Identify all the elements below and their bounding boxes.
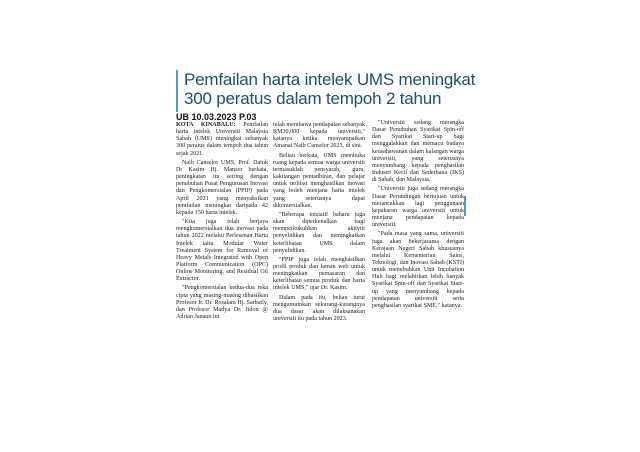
dateline: KOTA KINABALU: xyxy=(176,122,236,128)
news-clipping xyxy=(176,70,476,382)
paragraph xyxy=(176,122,268,158)
headline-line-2: 300 peratus dalam tempoh 2 tahun xyxy=(184,89,442,108)
paragraph: telah membawa pendapatan sebanyak RM30,000 kepada universiti," katanya ketika menyampaikan Amanat Naib Canselor 2023, di sini. xyxy=(273,122,365,150)
paragraph: "Kita juga telah berjaya mengkomersialkan dua inovasi pada tahun 2022 melalui Perlesenan Harta Intelek iaitu Modular Water Treatment System for Removal of Heavy Metals Integrated with Open Platform Communication (OPC) Online Monitoring, and Residual Oil Extractor. xyxy=(176,219,268,283)
source-citation: UB 10.03.2023 P.03 xyxy=(176,112,257,122)
paragraph: "Pengkomersialan kedua-dua reka cipta yang masing-masing dihasilkan Profesor Ir. Dr. Rosalam Hj. Sarbatly, dan Profesor Madya Dr. Jidon @ Adrian Janaun ini xyxy=(176,285,268,321)
article-column-3 xyxy=(372,120,464,312)
accent-bar xyxy=(464,196,466,216)
paragraph: "Universiti sedang merangka Dasar Penubuhan Syarikat Spin-off dan Syarikat Start-up bagi menggalakkan dan memacu budaya keusahawanan dalam kalangan warga universiti, yang seterusnya menyumbang kepada penghasilan Industri Kecil dan Sederhana (IKS) di Sabah, dan Malaysia. xyxy=(372,120,464,184)
paragraph: Beliau berkata, UMS membuka ruang kepada semua warga universiti termasuklah pensyarah, guru, kakitangan pentadbiran, dan pelajar untuk terlibat menghasilkan inovasi yang boleh menjana harta intelek yang seterusnya dapat dikomersialkan. xyxy=(273,152,365,209)
paragraph: Dalam pada itu, beliau turut mengumumkan sekurang-kurangnya dua dasar akan dilaksanakan universiti itu pada tahun 2023. xyxy=(273,294,365,323)
paragraph: "Pada masa yang sama, universiti juga akan bekerjasama dengan Kerajaan Negeri Sabah khususnya melalui Kementerian Sains, Teknologi, dan Inovasi Sabah (KSTI) untuk menubuhkan Unit Incubation Hub bagi melahirkan lebih banyak Syarikat Spin-off dan Syarikat Start-up yang menyumbang kepada pendapatan universiti serta penghasilan syarikat SME," katanya. xyxy=(372,231,464,309)
paragraph-text: Pemfailan harta intelek Universiti Malaysia Sabah (UMS) meningkat sebanyak 300 peratus dalam tempoh dua tahun sejak 2021. xyxy=(176,122,268,157)
paragraph: Naib Canselor UMS, Prof. Datuk Dr Kasim Hj. Mansor berkata, peningkatan itu seiring dengan penubuhan Pusat Pengurusan Inovasi dan Pengkomersialan (PPIP) pada April 2021 yang menyaksikan pemfailan meningkat daripada 42 kepada 150 harta intelek. xyxy=(176,159,268,216)
paragraph: "PPIP juga telah menghasilkan profil produk dan laman web untuk meningkatkan pemasaran dan keterlihatan semua produk dan harta intelek UMS," ujar Dr. Kasim. xyxy=(273,256,365,292)
article-column-2 xyxy=(273,122,365,325)
paragraph: "Universiti juga sedang merangka Dasar Perundingan bertujuan untuk merancakkan lagi penggunaan kepakaran warga universiti untuk menjana pendapatan kepada universiti. xyxy=(372,186,464,229)
paragraph: "Beberapa inisiatif baharu juga akan diperkenalkan bagi memperkukuhkan aktiviti penyelidikan dan meningkatkan keterlihatan UMS dalam penyelidikan. xyxy=(273,211,365,254)
headline-line-1: Pemfailan harta intelek UMS meningkat xyxy=(184,70,476,89)
headline xyxy=(176,70,476,112)
article-column-1 xyxy=(176,122,268,323)
